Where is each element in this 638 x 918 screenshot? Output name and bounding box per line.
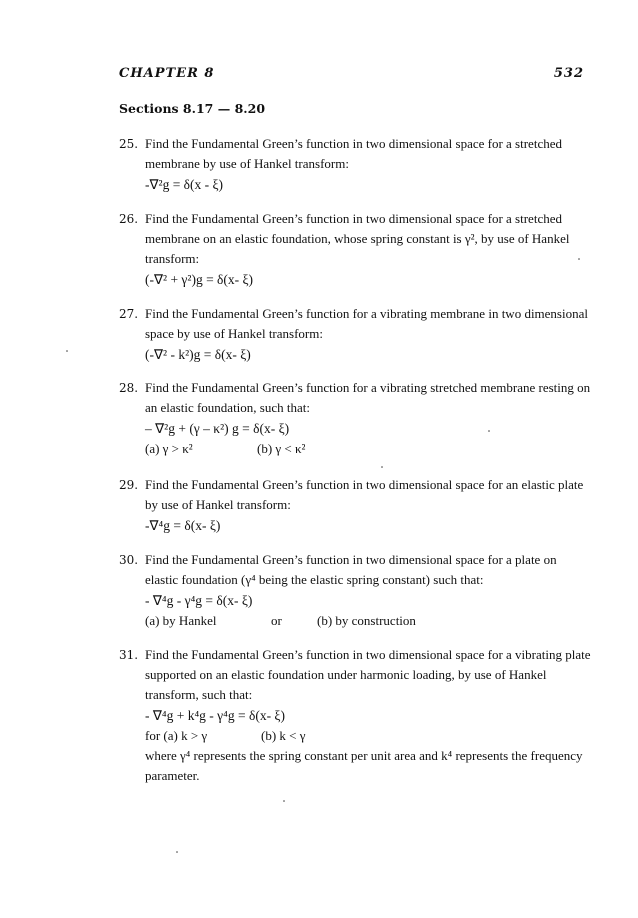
option-or: or bbox=[271, 613, 282, 628]
chapter-heading: CHAPTER 8 bbox=[119, 66, 215, 81]
problem-25 bbox=[119, 134, 589, 195]
problem-body bbox=[145, 475, 589, 536]
problem-text-line: membrane on an elastic foundation, whose spring constant is γ², by use of Hankel bbox=[145, 231, 570, 246]
options-row bbox=[145, 611, 589, 631]
problem-30 bbox=[119, 550, 589, 631]
problem-text-line: membrane by use of Hankel transform: bbox=[145, 156, 349, 171]
problem-text-line: by use of Hankel transform: bbox=[145, 497, 291, 512]
options-row bbox=[145, 726, 589, 746]
problem-text-line: transform: bbox=[145, 251, 200, 266]
scan-speck bbox=[578, 258, 580, 260]
problem-number: 26. bbox=[119, 212, 139, 226]
equation: – ∇²g + (γ – κ²) g = δ(x- ξ) bbox=[145, 421, 290, 436]
problem-text-line: where γ⁴ represents the spring constant per unit area and k⁴ represents the frequency bbox=[145, 748, 583, 763]
options-row bbox=[145, 439, 589, 459]
option-b: (b) γ < κ² bbox=[257, 441, 306, 456]
problem-number: 28. bbox=[119, 381, 139, 395]
equation: (-∇² + γ²)g = δ(x- ξ) bbox=[145, 272, 254, 287]
option-b: (b) by construction bbox=[317, 613, 416, 628]
problem-27 bbox=[119, 304, 589, 365]
problem-number: 30. bbox=[119, 553, 139, 567]
problem-number: 29. bbox=[119, 478, 139, 492]
scan-speck bbox=[66, 350, 68, 352]
problem-body bbox=[145, 645, 589, 786]
problem-body bbox=[145, 304, 589, 365]
problem-text-line: Find the Fundamental Green’s function in two dimensional space for a stretched bbox=[145, 136, 562, 151]
problem-text-line: parameter. bbox=[145, 768, 200, 783]
scan-speck bbox=[488, 430, 490, 432]
problem-text-line: an elastic foundation, such that: bbox=[145, 400, 310, 415]
problem-28 bbox=[119, 378, 589, 459]
problem-body bbox=[145, 209, 589, 290]
problem-body bbox=[145, 378, 589, 459]
problem-29 bbox=[119, 475, 589, 536]
problem-text-line: Find the Fundamental Green’s function for a vibrating membrane in two dimensional bbox=[145, 306, 588, 321]
problem-text-line: Find the Fundamental Green’s function in two dimensional space for a stretched bbox=[145, 211, 562, 226]
equation: (-∇² - k²)g = δ(x- ξ) bbox=[145, 347, 251, 362]
problem-31 bbox=[119, 645, 589, 786]
option-a: for (a) k > γ bbox=[145, 728, 208, 743]
option-b: (b) k < γ bbox=[261, 728, 306, 743]
problem-text-line: supported on an elastic foundation under harmonic loading, by use of Hankel bbox=[145, 667, 547, 682]
problem-number: 31. bbox=[119, 648, 139, 662]
problem-26 bbox=[119, 209, 589, 290]
problem-text-line: Find the Fundamental Green’s function in two dimensional space for a vibrating plate bbox=[145, 647, 591, 662]
scan-speck bbox=[381, 466, 383, 468]
problem-body bbox=[145, 550, 589, 631]
equation: -∇²g = δ(x - ξ) bbox=[145, 177, 224, 192]
scan-speck bbox=[283, 800, 285, 802]
option-a: (a) γ > κ² bbox=[145, 441, 193, 456]
equation: - ∇⁴g + k⁴g - γ⁴g = δ(x- ξ) bbox=[145, 708, 285, 723]
equation: - ∇⁴g - γ⁴g = δ(x- ξ) bbox=[145, 593, 253, 608]
problem-text-line: space by use of Hankel transform: bbox=[145, 326, 323, 341]
equation: -∇⁴g = δ(x- ξ) bbox=[145, 518, 221, 533]
problem-text-line: Find the Fundamental Green’s function in two dimensional space for an elastic plate bbox=[145, 477, 584, 492]
section-heading: Sections 8.17 — 8.20 bbox=[119, 101, 266, 116]
page-number: 532 bbox=[553, 66, 584, 81]
problem-text-line: transform, such that: bbox=[145, 687, 253, 702]
problem-text-line: Find the Fundamental Green’s function in two dimensional space for a plate on bbox=[145, 552, 557, 567]
problem-text-line: elastic foundation (γ⁴ being the elastic spring constant) such that: bbox=[145, 572, 484, 587]
problem-number: 25. bbox=[119, 137, 139, 151]
problem-body bbox=[145, 134, 589, 195]
option-a: (a) by Hankel bbox=[145, 613, 217, 628]
problem-text-line: Find the Fundamental Green’s function for a vibrating stretched membrane resting on bbox=[145, 380, 591, 395]
problem-number: 27. bbox=[119, 307, 139, 321]
scan-speck bbox=[176, 851, 178, 853]
